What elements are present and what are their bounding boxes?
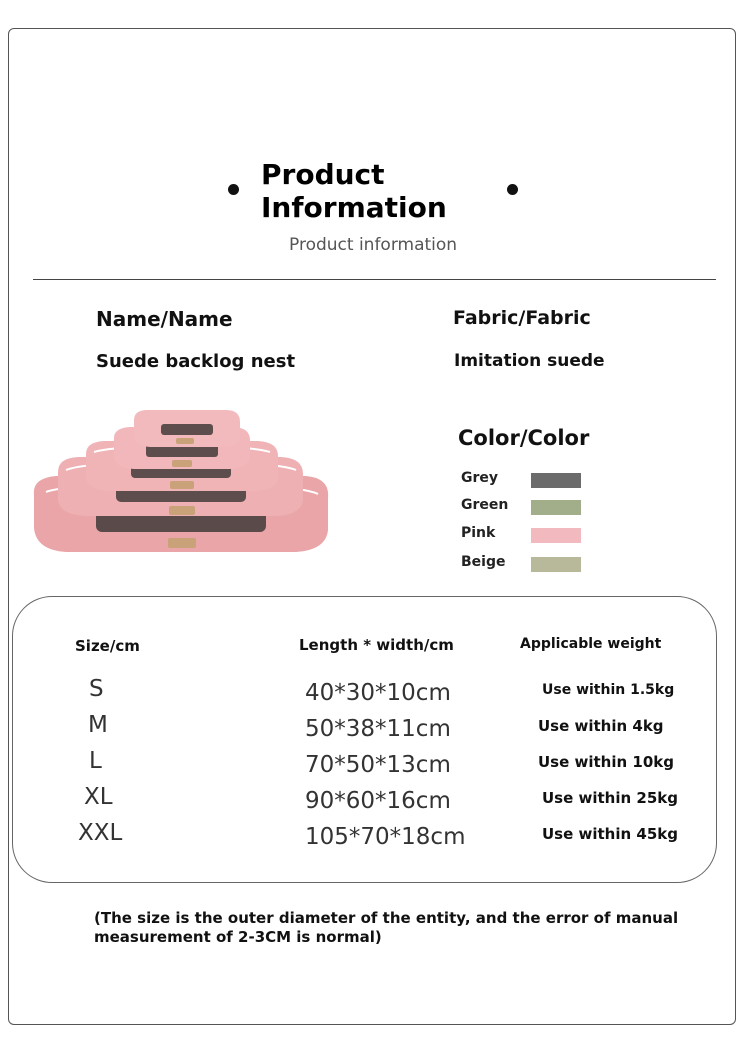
bed-s xyxy=(134,410,240,447)
color-name: Pink xyxy=(461,525,496,541)
color-swatch xyxy=(531,473,581,488)
size-cell: XL xyxy=(84,784,113,810)
dimensions-cell: 70*50*13cm xyxy=(305,752,451,778)
weight-cell: Use within 45kg xyxy=(542,825,678,843)
color-swatch xyxy=(531,528,581,543)
color-name: Green xyxy=(461,497,509,513)
fabric-label: Fabric/Fabric xyxy=(453,307,591,329)
weight-cell: Use within 25kg xyxy=(542,789,678,807)
fabric-value: Imitation suede xyxy=(454,351,605,371)
bullet-dot-left xyxy=(228,184,239,195)
color-label: Color/Color xyxy=(458,426,590,450)
size-note: (The size is the outer diameter of the entity, and the error of manual measurement of 2-3CM is normal) xyxy=(94,909,679,946)
color-name: Grey xyxy=(461,470,499,486)
color-option-pink xyxy=(461,525,601,545)
weight-cell: Use within 4kg xyxy=(538,717,664,735)
color-swatch xyxy=(531,557,581,572)
color-option-grey xyxy=(461,470,601,490)
size-cell: XXL xyxy=(78,820,123,846)
size-cell: M xyxy=(88,712,108,738)
page-title: Product Information xyxy=(261,158,447,224)
color-swatch xyxy=(531,500,581,515)
weight-cell: Use within 10kg xyxy=(538,753,674,771)
dimensions-cell: 40*30*10cm xyxy=(305,680,451,706)
dimensions-cell: 90*60*16cm xyxy=(305,788,451,814)
size-cell: S xyxy=(89,676,104,702)
color-option-green xyxy=(461,497,601,517)
product-image xyxy=(26,400,336,575)
dimensions-cell: 50*38*11cm xyxy=(305,716,451,742)
name-label: Name/Name xyxy=(96,307,233,331)
weight-cell: Use within 1.5kg xyxy=(542,682,675,698)
bullet-dot-right xyxy=(507,184,518,195)
color-name: Beige xyxy=(461,554,506,570)
column-header-size: Size/cm xyxy=(75,637,140,655)
name-value: Suede backlog nest xyxy=(96,351,296,372)
dimensions-cell: 105*70*18cm xyxy=(305,824,466,850)
divider xyxy=(33,279,716,280)
column-header-dimensions: Length * width/cm xyxy=(299,636,454,654)
size-cell: L xyxy=(89,748,102,774)
page-subtitle: Product information xyxy=(289,235,458,255)
column-header-weight: Applicable weight xyxy=(520,636,662,652)
color-option-beige xyxy=(461,554,601,574)
